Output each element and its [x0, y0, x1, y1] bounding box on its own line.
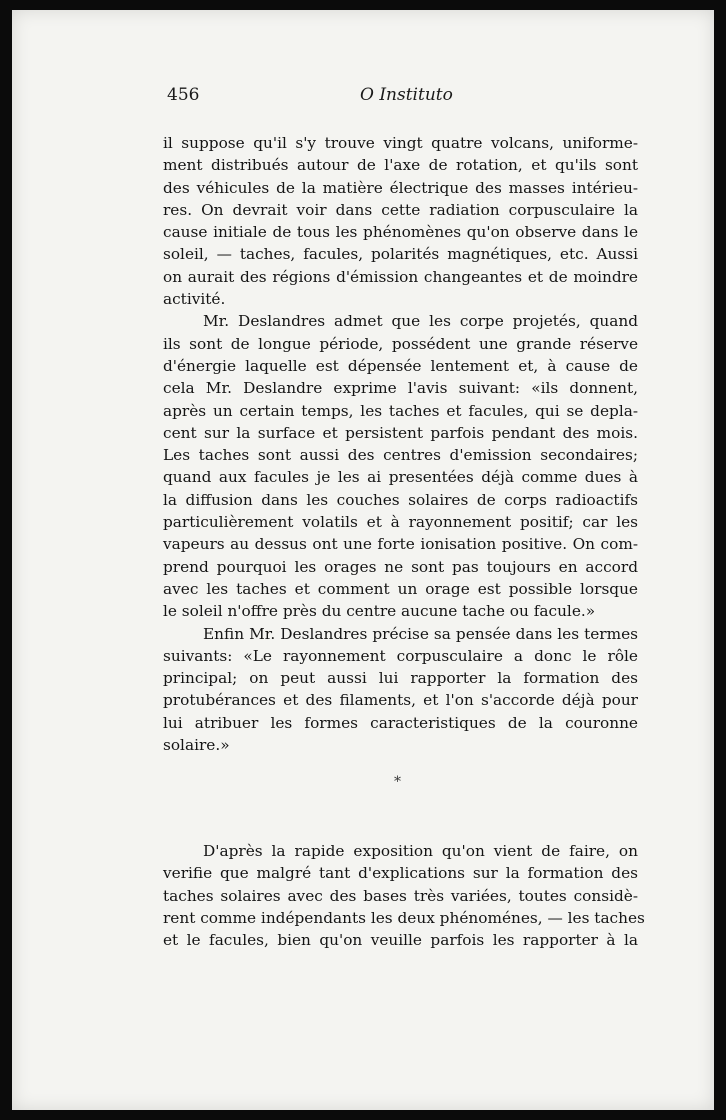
- text-line: rent comme indépendants les deux phénoménes, — les taches: [163, 908, 645, 927]
- text-line: d'énergie laquelle est dépensée lentement et, à cause de: [163, 356, 638, 375]
- text-line: le soleil n'offre près du centre aucune tache ou facule.»: [163, 602, 596, 621]
- running-title: O Instituto: [360, 85, 453, 105]
- text-line: cela Mr. Deslandre exprime l'avis suivant: «ils donnent,: [163, 379, 638, 398]
- text-line: des véhicules de la matière électrique des masses intérieu-: [163, 178, 638, 197]
- text-line: ment distribués autour de l'axe de rotation, et qu'ils sont: [163, 156, 638, 175]
- page-header: [167, 85, 637, 109]
- section-separator: *: [394, 774, 401, 790]
- text-line: on aurait des régions d'émission changeantes et de moindre: [163, 267, 638, 286]
- paragraph-1: [163, 132, 638, 310]
- text-line: res. On devrait voir dans cette radiation corpusculaire la: [163, 200, 638, 219]
- text-line: solaire.»: [163, 736, 230, 755]
- text-line: quand aux facules je les ai presentées déjà comme dues à: [163, 468, 638, 487]
- text-line: vapeurs au dessus ont une forte ionisation positive. On com-: [163, 535, 638, 554]
- text-line: soleil, — taches, facules, polarités magnétiques, etc. Aussi: [163, 245, 638, 264]
- text-line: avec les taches et comment un orage est possible lorsque: [163, 579, 638, 598]
- text-line: verifie que malgré tant d'explications sur la formation des: [163, 864, 638, 883]
- text-line: principal; on peut aussi lui rapporter la formation des: [163, 669, 638, 688]
- text-line: la diffusion dans les couches solaires de corps radioactifs: [163, 490, 638, 509]
- text-line: taches solaires avec des bases très variées, toutes considè-: [163, 886, 638, 905]
- text-line: cause initiale de tous les phénomènes qu'on observe dans le: [163, 223, 638, 242]
- text-line: ils sont de longue période, possédent une grande réserve: [163, 334, 638, 353]
- text-line: D'après la rapide exposition qu'on vient de faire, on: [203, 842, 638, 860]
- paragraph-4: [163, 840, 645, 951]
- text-line: activité.: [163, 290, 226, 309]
- text-line: particulièrement volatils et à rayonnement positif; car les: [163, 513, 638, 532]
- page-number: 456: [167, 85, 200, 105]
- text-line: suivants: «Le rayonnement corpusculaire a donc le rôle: [163, 646, 638, 665]
- body-text: [163, 132, 638, 756]
- text-line: après un certain temps, les taches et facules, qui se depla-: [163, 401, 638, 420]
- paragraph-3: [163, 623, 638, 757]
- text-line: Les taches sont aussi des centres d'emission secondaires;: [163, 446, 638, 465]
- text-line: Enfin Mr. Deslandres précise sa pensée dans les termes: [203, 624, 638, 643]
- paragraph-2: [163, 310, 638, 622]
- text-line: lui atribuer les formes caracteristiques de la couronne: [163, 713, 638, 732]
- text-line: prend pourquoi les orages ne sont pas toujours en accord: [163, 557, 638, 576]
- text-line: il suppose qu'il s'y trouve vingt quatre volcans, uniforme-: [163, 134, 638, 152]
- text-line: protubérances et des filaments, et l'on s'accorde déjà pour: [163, 691, 638, 710]
- text-line: cent sur la surface et persistent parfois pendant des mois.: [163, 423, 638, 442]
- text-line: et le facules, bien qu'on veuille parfois les rapporter à la: [163, 931, 638, 950]
- text-line: Mr. Deslandres admet que les corpe projetés, quand: [203, 312, 638, 331]
